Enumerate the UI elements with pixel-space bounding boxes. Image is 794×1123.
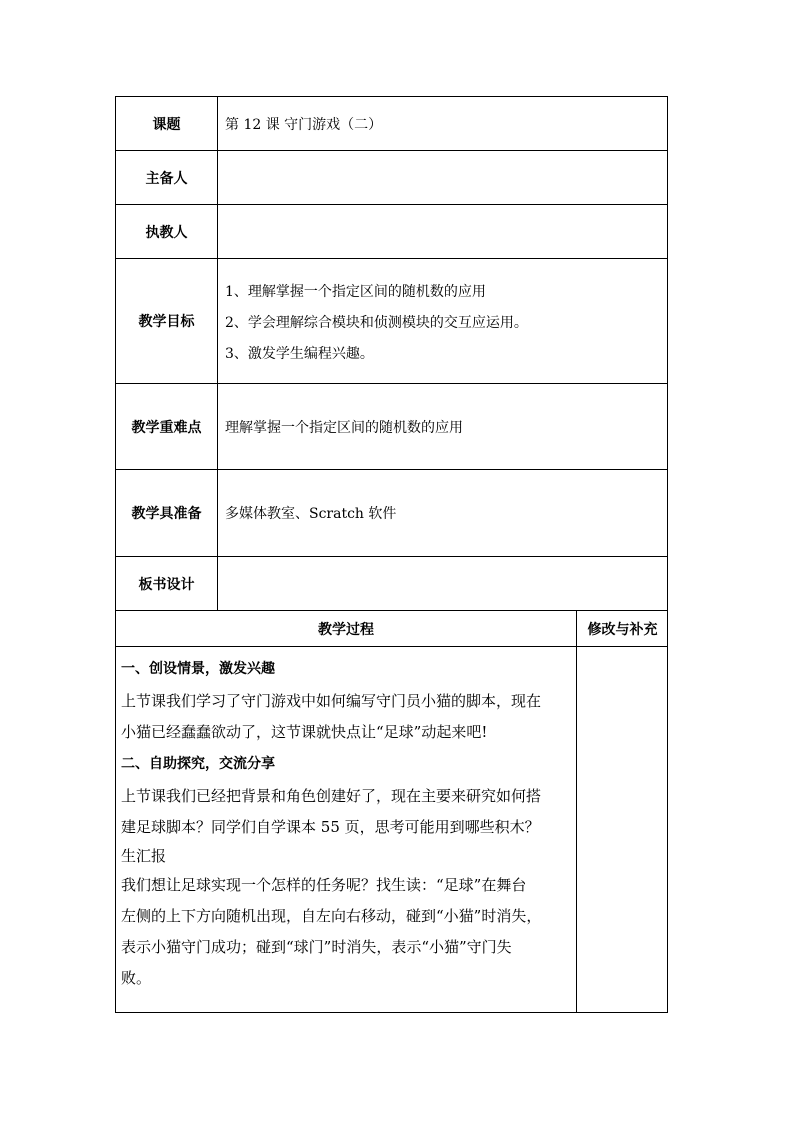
row-preparation <box>116 470 667 557</box>
row-board-design <box>116 557 667 611</box>
revision-header: 修改与补充 <box>587 621 658 638</box>
lead-preparer-label: 主备人 <box>116 151 218 204</box>
objectives-label: 教学目标 <box>116 259 218 383</box>
paragraph-line: 左侧的上下方向随机出现，自左向右移动，碰到“小猫”时消失， <box>121 907 542 925</box>
objectives-list <box>225 277 528 370</box>
lesson-plan-table <box>115 96 668 1013</box>
objective-item: 2、学会理解综合模块和侦测模块的交互应运用。 <box>225 315 528 331</box>
lead-preparer-value <box>219 151 667 204</box>
row-topic <box>116 97 667 151</box>
paragraph-line: 小猫已经蠢蠢欲动了，这节课就快点让“足球”动起来吧! <box>121 723 488 741</box>
topic-label: 课题 <box>116 97 218 150</box>
row-process-header <box>116 611 667 647</box>
teacher-label: 执教人 <box>116 205 218 258</box>
paragraph-line: 上节课我们学习了守门游戏中如何编写守门员小猫的脚本，现在 <box>121 692 542 710</box>
paragraph-line: 我们想让足球实现一个怎样的任务呢？找生读：“足球”在舞台 <box>121 876 527 894</box>
row-lead-preparer <box>116 151 667 205</box>
paragraph-line: 生汇报 <box>121 847 167 865</box>
paragraph-line: 败。 <box>121 969 152 987</box>
teacher-value <box>219 205 667 258</box>
objective-item: 3、激发学生编程兴趣。 <box>225 346 374 362</box>
row-key-points <box>116 384 667 470</box>
board-design-label: 板书设计 <box>116 557 218 610</box>
revision-cell <box>578 647 667 1012</box>
paragraph-line: 上节课我们已经把背景和角色创建好了，现在主要来研究如何搭 <box>121 787 542 805</box>
process-content <box>116 647 577 1012</box>
process-header: 教学过程 <box>116 611 577 646</box>
paragraph-line: 表示小猫守门成功；碰到“球门”时消失，表示“小猫”守门失 <box>121 938 512 956</box>
paragraph-line: 建足球脚本？同学们自学课本 55 页，思考可能用到哪些积木？ <box>121 818 540 836</box>
row-teacher <box>116 205 667 259</box>
key-points-value: 理解掌握一个指定区间的随机数的应用 <box>225 419 463 436</box>
row-process-body <box>116 647 667 1012</box>
row-objectives <box>116 259 667 384</box>
preparation-value: 多媒体教室、Scratch 软件 <box>225 506 397 522</box>
section-title: 二、自助探究，交流分享 <box>121 756 275 772</box>
preparation-label: 教学具准备 <box>116 470 218 556</box>
key-points-label: 教学重难点 <box>116 384 218 469</box>
objective-item: 1、理解掌握一个指定区间的随机数的应用 <box>225 284 486 300</box>
section-title: 一、创设情景，激发兴趣 <box>121 661 275 677</box>
topic-value: 第 12 课 守门游戏（二） <box>225 116 383 133</box>
board-design-value <box>219 557 667 610</box>
